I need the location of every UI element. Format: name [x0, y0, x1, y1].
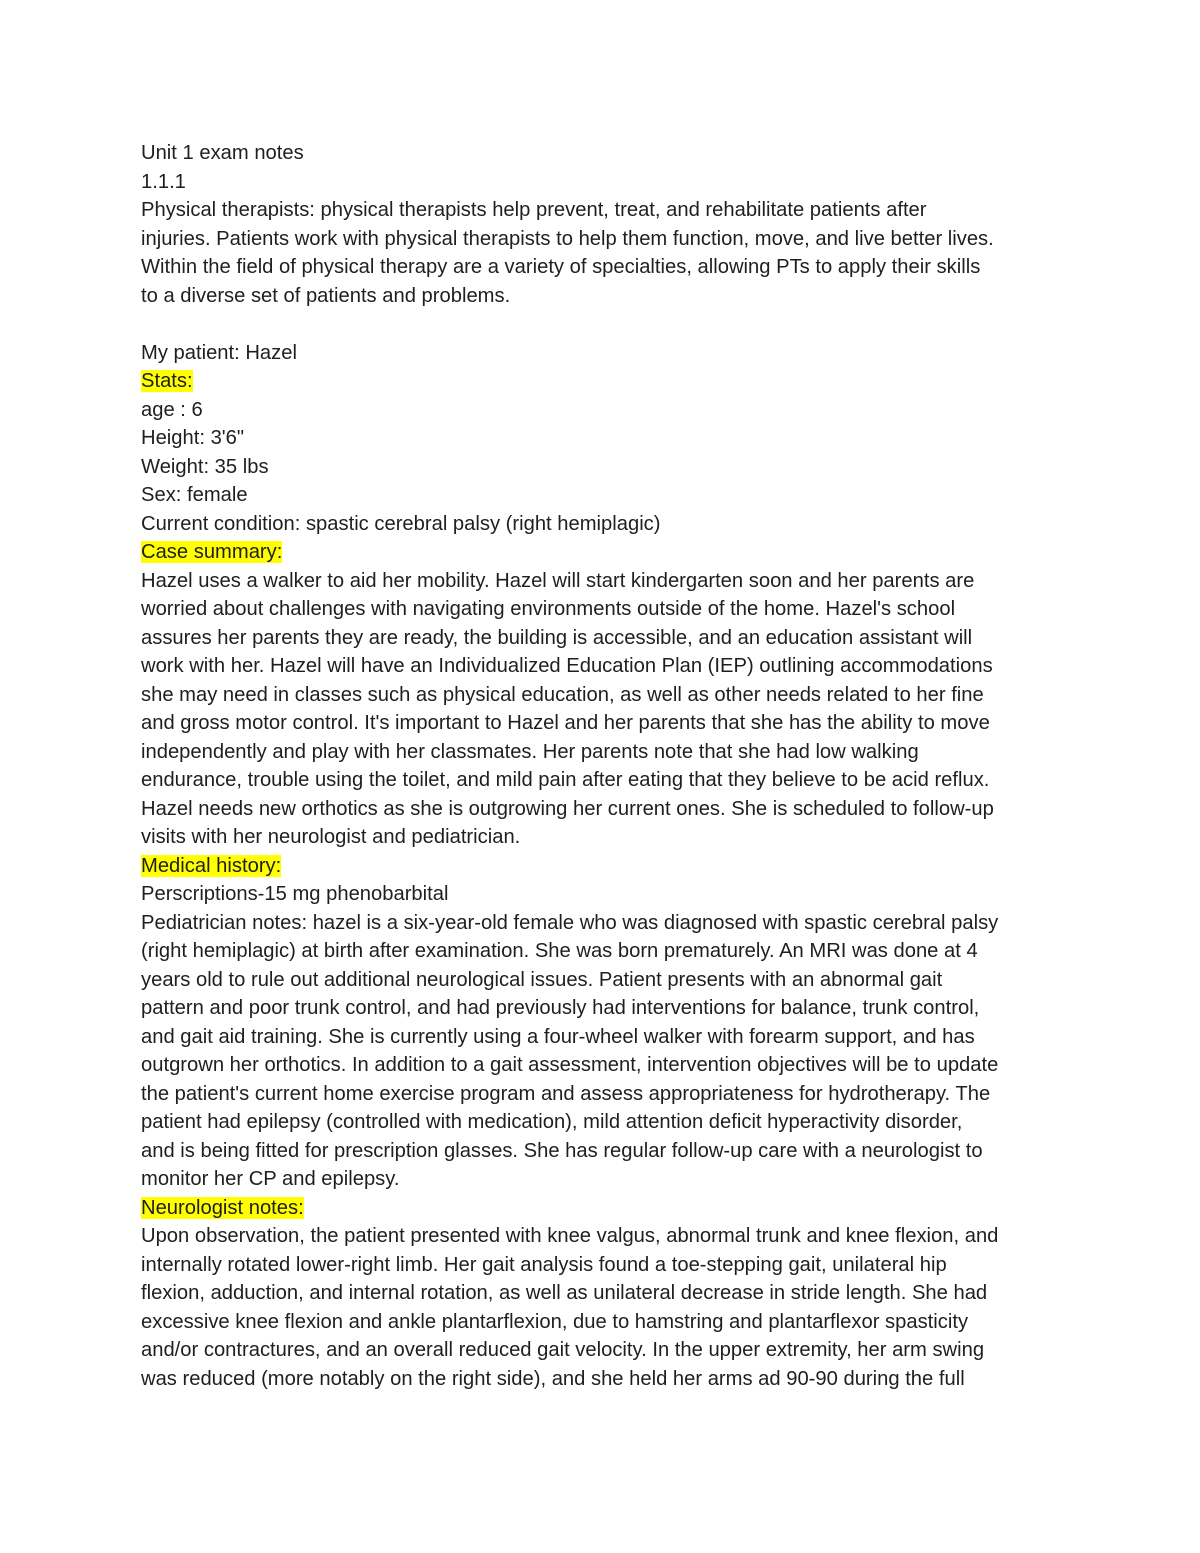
case-summary-line: visits with her neurologist and pediatrician. — [141, 826, 521, 848]
document-title: Unit 1 exam notes — [141, 142, 304, 164]
document-page — [141, 139, 1071, 1393]
medical-history-line: and gait aid training. She is currently using a four-wheel walker with forearm support, and has — [141, 1025, 975, 1048]
medical-history-line: Pediatrician notes: hazel is a six-year-old female who was diagnosed with spastic cerebral palsy — [141, 911, 999, 934]
medical-history-line: outgrown her orthotics. In addition to a gait assessment, intervention objectives will be to update — [141, 1054, 999, 1076]
case-summary-line: assures her parents they are ready, the building is accessible, and an education assistant will — [141, 626, 973, 649]
medical-history-heading: Medical history: — [141, 854, 282, 877]
intro-line: Within the field of physical therapy are a variety of specialties, allowing PTs to apply their skills — [141, 256, 981, 278]
intro-line: to a diverse set of patients and problems. — [141, 284, 511, 307]
medical-history-paragraph — [141, 880, 1071, 1194]
case-summary-line: she may need in classes such as physical education, as well as other needs related to her fine — [141, 683, 984, 706]
neurologist-notes-heading: Neurologist notes: — [141, 1196, 304, 1219]
patient-line: My patient: Hazel — [141, 341, 297, 364]
section-number: 1.1.1 — [141, 170, 186, 193]
case-summary-line: worried about challenges with navigating environments outside of the home. Hazel's school — [141, 598, 956, 620]
case-summary-paragraph — [141, 567, 1071, 852]
case-summary-line: endurance, trouble using the toilet, and mild pain after eating that they believe to be acid reflux. — [141, 769, 990, 791]
stats-item: age : 6 — [141, 398, 203, 421]
medical-history-line: the patient's current home exercise program and assess appropriateness for hydrotherapy. The — [141, 1082, 991, 1105]
medical-history-line: monitor her CP and epilepsy. — [141, 1168, 400, 1190]
medical-history-line: and is being fitted for prescription glasses. She has regular follow-up care with a neurologist to — [141, 1139, 983, 1162]
neurologist-line: internally rotated lower-right limb. Her gait analysis found a toe-stepping gait, unilateral hip — [141, 1253, 947, 1276]
stats-item: Weight: 35 lbs — [141, 455, 269, 478]
case-summary-heading: Case summary: — [141, 541, 283, 563]
medical-history-line: pattern and poor trunk control, and had previously had interventions for balance, trunk control, — [141, 997, 980, 1019]
neurologist-line: flexion, adduction, and internal rotation, as well as unilateral decrease in stride length. She had — [141, 1282, 988, 1304]
medical-history-line: patient had epilepsy (controlled with medication), mild attention deficit hyperactivity disorder, — [141, 1111, 963, 1133]
stats-item: Height: 3'6" — [141, 427, 245, 449]
medical-history-line: (right hemiplagic) at birth after examination. She was born prematurely. An MRI was done at 4 — [141, 940, 978, 962]
intro-line: injuries. Patients work with physical therapists to help them function, move, and live better lives. — [141, 227, 994, 250]
case-summary-line: and gross motor control. It's important to Hazel and her parents that she has the ability to move — [141, 712, 990, 734]
case-summary-line: independently and play with her classmates. Her parents note that she had low walking — [141, 740, 919, 763]
stats-item: Current condition: spastic cerebral palsy (right hemiplagic) — [141, 512, 661, 535]
intro-line: Physical therapists: physical therapists help prevent, treat, and rehabilitate patients after — [141, 199, 927, 221]
case-summary-line: Hazel needs new orthotics as she is outgrowing her current ones. She is scheduled to follow-up — [141, 797, 994, 820]
intro-paragraph — [141, 196, 1071, 310]
medical-history-line: Perscriptions-15 mg phenobarbital — [141, 883, 449, 905]
stats-heading: Stats: — [141, 370, 193, 392]
neurologist-notes-paragraph — [141, 1222, 1071, 1393]
case-summary-line: Hazel uses a walker to aid her mobility. Hazel will start kindergarten soon and her parents are — [141, 569, 975, 592]
stats-list — [141, 396, 1071, 539]
stats-item: Sex: female — [141, 484, 248, 506]
medical-history-line: years old to rule out additional neurological issues. Patient presents with an abnormal gait — [141, 968, 943, 991]
neurologist-line: and/or contractures, and an overall reduced gait velocity. In the upper extremity, her arm swing — [141, 1339, 985, 1361]
neurologist-line: excessive knee flexion and ankle plantarflexion, due to hamstring and plantarflexor spasticity — [141, 1310, 969, 1333]
case-summary-line: work with her. Hazel will have an Individualized Education Plan (IEP) outlining accommodations — [141, 655, 993, 677]
neurologist-line: Upon observation, the patient presented with knee valgus, abnormal trunk and knee flexion, and — [141, 1225, 999, 1247]
neurologist-line: was reduced (more notably on the right side), and she held her arms ad 90-90 during the full — [141, 1367, 965, 1390]
blank-line — [141, 310, 1071, 339]
